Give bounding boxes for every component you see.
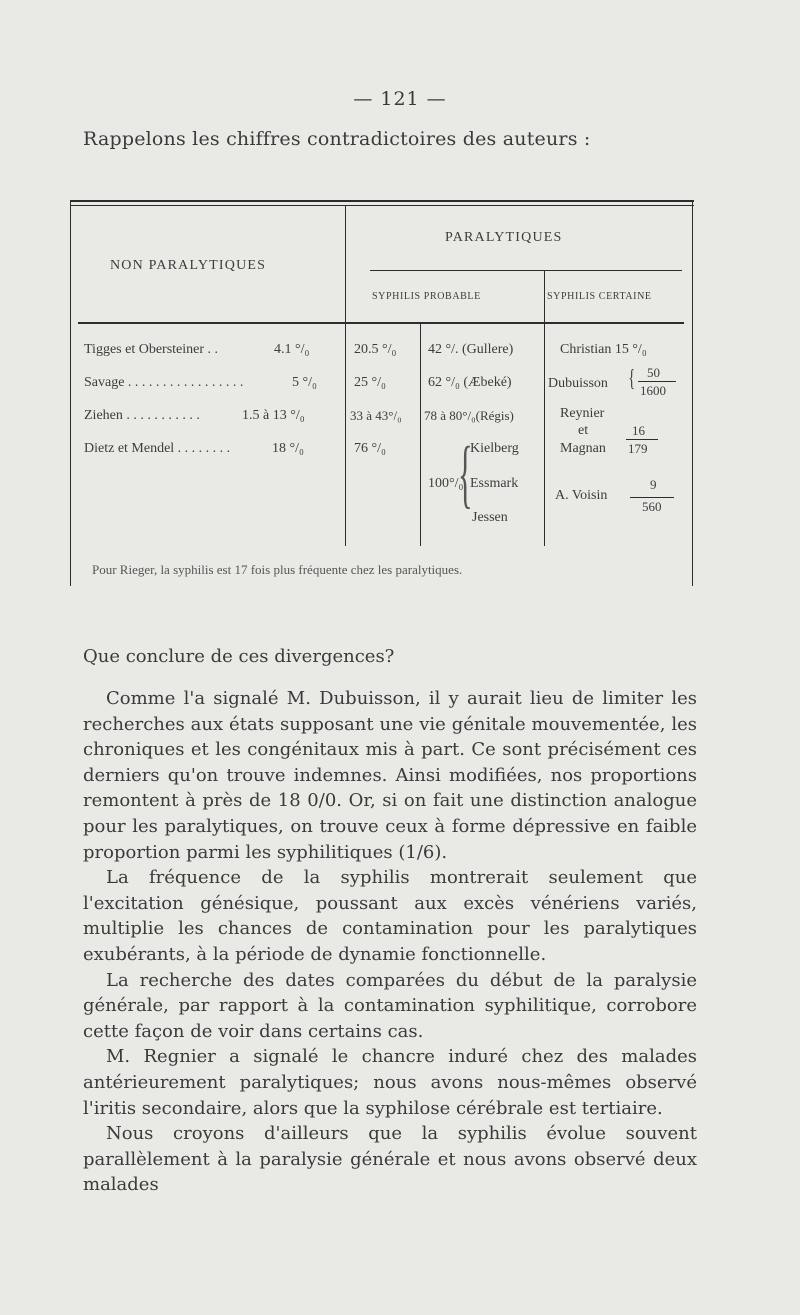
paragraph-2: La fréquence de la syphilis montrerait seulement que l'excitation génésique, poussant aux excès vénériens variés, multiplie les chances de contamination pour les paralytiques exubérants, à la période de dynamie fonctionnelle. <box>83 867 697 965</box>
reynier-et: et <box>578 423 589 438</box>
header-mid-rule <box>370 270 682 271</box>
row-3-prob: 78 à 80°/₀(Régis) <box>424 408 514 423</box>
col-sep-2 <box>420 322 421 546</box>
magnan-numerator: 16 <box>632 423 645 438</box>
row-4-pct: 76 °/₀ <box>354 441 386 456</box>
voisin-numerator: 9 <box>650 477 657 492</box>
voisin-denominator: 560 <box>642 499 662 514</box>
header-syphilis-probable: SYPHILIS PROBABLE <box>372 291 481 302</box>
row-2-cert: Dubuisson <box>548 376 608 391</box>
essmark-name: Essmark <box>470 476 519 491</box>
data-table <box>70 200 694 586</box>
dubuisson-denominator: 1600 <box>640 383 666 398</box>
paragraph-5: Nous croyons d'ailleurs que la syphilis évolue souvent parallèlement à la paralysie générale et nous avons observé deux malades <box>83 1123 697 1196</box>
row-1-author: Tigges et Obersteiner . . <box>84 342 219 357</box>
essmark-pct: 100°/₀ <box>428 476 464 491</box>
row-3-cert: Reynier <box>560 406 605 421</box>
row-2-value: 5 °/₀ <box>292 375 317 390</box>
dubuisson-numerator: 50 <box>647 365 660 380</box>
table-left-border <box>70 200 71 586</box>
row-2-pct: 25 °/₀ <box>354 375 386 390</box>
intro-line: Rappelons les chiffres contradictoires des auteurs : <box>83 128 591 150</box>
row-2-prob: 62 °/₀ (Æbeké) <box>428 375 512 390</box>
col-sep-1 <box>345 206 346 546</box>
dubuisson-brace: { <box>628 366 636 392</box>
row-1-value: 4.1 °/₀ <box>274 342 310 357</box>
paragraph-4: M. Regnier a signalé le chancre induré chez des malades antérieurement paralytiques; nous avons nous-mêmes observé l'iritis secondaire, alors que la syphilose cérébrale est tertiaire. <box>83 1046 697 1119</box>
jessen-name: Jessen <box>472 510 508 525</box>
magnan-denominator: 179 <box>628 441 648 456</box>
magnan-fraction-bar <box>626 439 658 440</box>
voisin-fraction-bar <box>630 497 674 498</box>
header-bottom-rule <box>78 322 684 324</box>
table-top-rule <box>70 200 694 202</box>
page-number: — 121 — <box>353 88 447 110</box>
voisin-name: A. Voisin <box>555 488 608 503</box>
header-paralytiques: PARALYTIQUES <box>445 230 563 245</box>
col-sep-3 <box>544 270 545 546</box>
paragraph-3: La recherche des dates comparées du début de la paralysie générale, par rapport à la contamination syphilitique, corrobore cette façon de voir dans certains cas. <box>83 969 697 1042</box>
essmark-brace: { <box>458 432 473 516</box>
row-3-author: Ziehen . . . . . . . . . . . <box>84 408 200 423</box>
row-1-cert: Christian 15 °/₀ <box>560 342 647 357</box>
question-line: Que conclure de ces divergences? <box>83 646 395 667</box>
row-4-cert: Magnan <box>560 441 606 456</box>
row-4-prob: Kielberg <box>470 441 519 456</box>
header-syphilis-certaine: SYPHILIS CERTAINE <box>547 291 652 302</box>
row-3-value: 1.5 à 13 °/₀ <box>242 408 305 423</box>
row-1-prob: 42 °/. (Gullere) <box>428 342 514 357</box>
row-3-pct: 33 à 43°/₀ <box>350 408 402 423</box>
header-non-paralytiques: NON PARALYTIQUES <box>110 258 267 273</box>
paragraph-1: Comme l'a signalé M. Dubuisson, il y aurait lieu de limiter les recherches aux états supposant une vie génitale mouvementée, les chroniques et les congénitaux mis à part. Ce sont précisément ces derniers qu'on trouve indemnes. Ainsi modifiées, nos proportions remontent à près de 18 0/0. Or, si on fait une distinction analogue pour les paralytiques, on trouve ceux à forme dépressive en faible proportion parmi les syphilitiques (1/6). <box>83 688 697 863</box>
table-footnote: Pour Rieger, la syphilis est 17 fois plus fréquente chez les paralytiques. <box>92 562 463 577</box>
body-text <box>83 686 697 1198</box>
row-4-author: Dietz et Mendel . . . . . . . . <box>84 441 231 456</box>
table-right-border <box>692 200 693 586</box>
row-2-author: Savage . . . . . . . . . . . . . . . . . <box>84 375 244 390</box>
row-4-value: 18 °/₀ <box>272 441 304 456</box>
table-top-rule-thin <box>70 205 694 206</box>
row-1-pct: 20.5 °/₀ <box>354 342 397 357</box>
dubuisson-fraction-bar <box>638 381 676 382</box>
